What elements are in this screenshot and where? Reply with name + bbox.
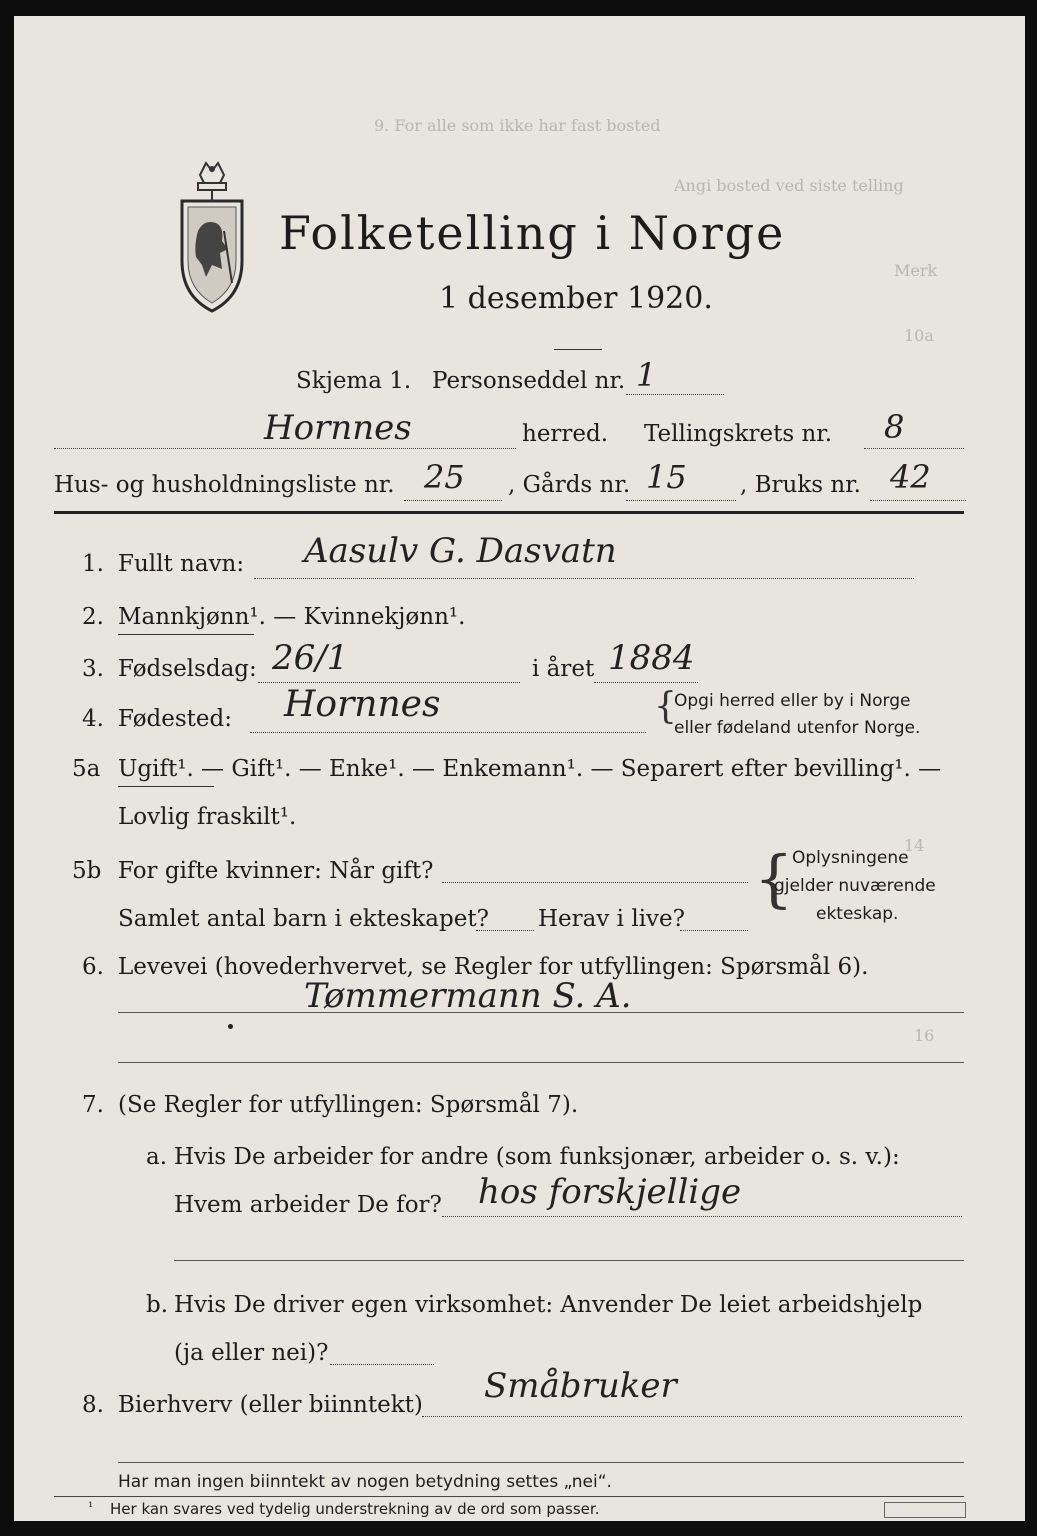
bleed-through-text: 14	[904, 836, 925, 855]
q1-number: 1.	[82, 551, 104, 577]
q7b-line	[330, 1364, 434, 1365]
personseddel-value: 1	[636, 356, 657, 394]
q5b-number: 5b	[72, 858, 102, 884]
q5b-label: For gifte kvinner: Når gift?	[118, 858, 434, 884]
q8-label: Bierhverv (eller biinntekt)	[118, 1392, 423, 1418]
q3-year-label: i året	[532, 656, 595, 682]
q8-number: 8.	[82, 1392, 104, 1418]
q5b-children-label: Samlet antal barn i ekteskapet?	[118, 906, 489, 932]
bruks-value: 42	[890, 458, 931, 496]
q7b-label: Hvis De driver egen virksomhet: Anvender De leiet arbeidshjelp	[174, 1292, 923, 1318]
personseddel-line	[626, 394, 724, 395]
bleed-through-text: 10a	[904, 326, 934, 345]
footer-divider	[54, 1496, 964, 1497]
q3-year-line	[594, 682, 698, 683]
q1-line	[254, 578, 914, 579]
q5b-brace: {	[754, 842, 794, 915]
coat-of-arms-icon	[172, 161, 252, 321]
tellingskrets-label: Tellingskrets nr.	[644, 421, 833, 447]
q4-brace: {	[654, 686, 677, 727]
form-title: Folketelling i Norge	[279, 206, 786, 260]
q2-number: 2.	[82, 604, 104, 630]
husholdningsliste-line	[404, 500, 502, 501]
bleed-through-text: 16	[914, 1026, 935, 1045]
q3-day-value: 26/1	[272, 638, 349, 678]
gards-label: , Gårds nr.	[508, 472, 631, 498]
herred-value: Hornnes	[264, 408, 412, 448]
q3-day-line	[258, 682, 520, 683]
header-divider	[54, 511, 964, 514]
gards-line	[626, 500, 736, 501]
q1-label: Fullt navn:	[118, 551, 245, 577]
q1-value: Aasulv G. Dasvatn	[304, 531, 617, 571]
q7a-line-2	[174, 1260, 964, 1261]
q7b-question: (ja eller nei)?	[174, 1340, 329, 1366]
q5a-number: 5a	[72, 756, 101, 782]
q5b-children-line	[476, 930, 534, 931]
q6-label: Levevei (hovederhvervet, se Regler for utfyllingen: Spørsmål 6).	[118, 954, 869, 980]
q4-value: Hornnes	[284, 684, 441, 725]
herred-line	[54, 448, 516, 449]
bleed-through-text: Merk	[894, 261, 938, 280]
bruks-line	[870, 500, 966, 501]
q4-label: Fødested:	[118, 706, 233, 732]
q7a-value: hos forskjellige	[478, 1172, 742, 1212]
ink-dot	[228, 1024, 233, 1029]
q2-label: Mannkjønn¹. — Kvinnekjønn¹.	[118, 604, 466, 630]
printer-stamp	[884, 1502, 966, 1518]
q3-number: 3.	[82, 656, 104, 682]
personseddel-label: Personseddel nr.	[432, 368, 626, 394]
q6-number: 6.	[82, 954, 104, 980]
q8-note: Har man ingen biinntekt av nogen betydning settes „nei“.	[118, 1472, 612, 1492]
tellingskrets-value: 8	[884, 408, 905, 446]
q7a-question: Hvem arbeider De for?	[174, 1192, 442, 1218]
q5a-underline	[118, 786, 214, 787]
q8-line	[422, 1416, 962, 1417]
tellingskrets-line	[864, 448, 964, 449]
q5b-alive-line	[680, 930, 748, 931]
q5b-alive-label: Herav i live?	[538, 906, 685, 932]
q5b-note-line3: ekteskap.	[816, 904, 899, 924]
footnote-text: Her kan svares ved tydelig understrekning av de ord som passer.	[110, 1500, 600, 1518]
q5a-label-cont: Lovlig fraskilt¹.	[118, 804, 297, 830]
form-date: 1 desember 1920.	[439, 281, 713, 316]
q8-value: Småbruker	[484, 1366, 677, 1406]
q7a-line	[442, 1216, 962, 1217]
q2-underline	[118, 634, 254, 635]
q3-year-value: 1884	[608, 638, 695, 678]
q7a-label: Hvis De arbeider for andre (som funksjonær, arbeider o. s. v.):	[174, 1144, 900, 1170]
q4-number: 4.	[82, 706, 104, 732]
footnote-marker: ¹	[88, 1500, 94, 1515]
q4-line	[250, 732, 646, 733]
q8-line-2	[118, 1462, 964, 1463]
q5b-note-line2: gjelder nuværende	[774, 876, 936, 896]
q6-line-1	[118, 1012, 964, 1013]
q7-number: 7.	[82, 1092, 104, 1118]
bleed-through-text: 9. For alle som ikke har fast bosted	[374, 116, 661, 135]
husholdningsliste-label: Hus- og husholdningsliste nr.	[54, 472, 395, 498]
q5b-married-line	[442, 882, 748, 883]
census-form	[14, 16, 1025, 1521]
skjema-label: Skjema 1.	[296, 368, 412, 394]
q4-note-line1: Opgi herred eller by i Norge	[674, 691, 911, 711]
gards-value: 15	[646, 458, 687, 496]
q3-label: Fødselsdag:	[118, 656, 257, 682]
q5b-note-line1: Oplysningene	[792, 848, 909, 868]
q7-label: (Se Regler for utfyllingen: Spørsmål 7).	[118, 1092, 579, 1118]
q7a-letter: a.	[146, 1144, 168, 1170]
q6-line-2	[118, 1062, 964, 1063]
bleed-through-text: Angi bosted ved siste telling	[674, 176, 904, 195]
herred-label: herred.	[522, 421, 609, 447]
q6-value: Tømmermann S. A.	[304, 976, 632, 1016]
q4-note-line2: eller fødeland utenfor Norge.	[674, 718, 921, 738]
husholdningsliste-value: 25	[424, 458, 465, 496]
bruks-label: , Bruks nr.	[740, 472, 861, 498]
q5a-label: Ugift¹. — Gift¹. — Enke¹. — Enkemann¹. — Separert efter bevilling¹. —	[118, 756, 942, 782]
q7b-letter: b.	[146, 1292, 169, 1318]
title-divider	[554, 349, 602, 350]
